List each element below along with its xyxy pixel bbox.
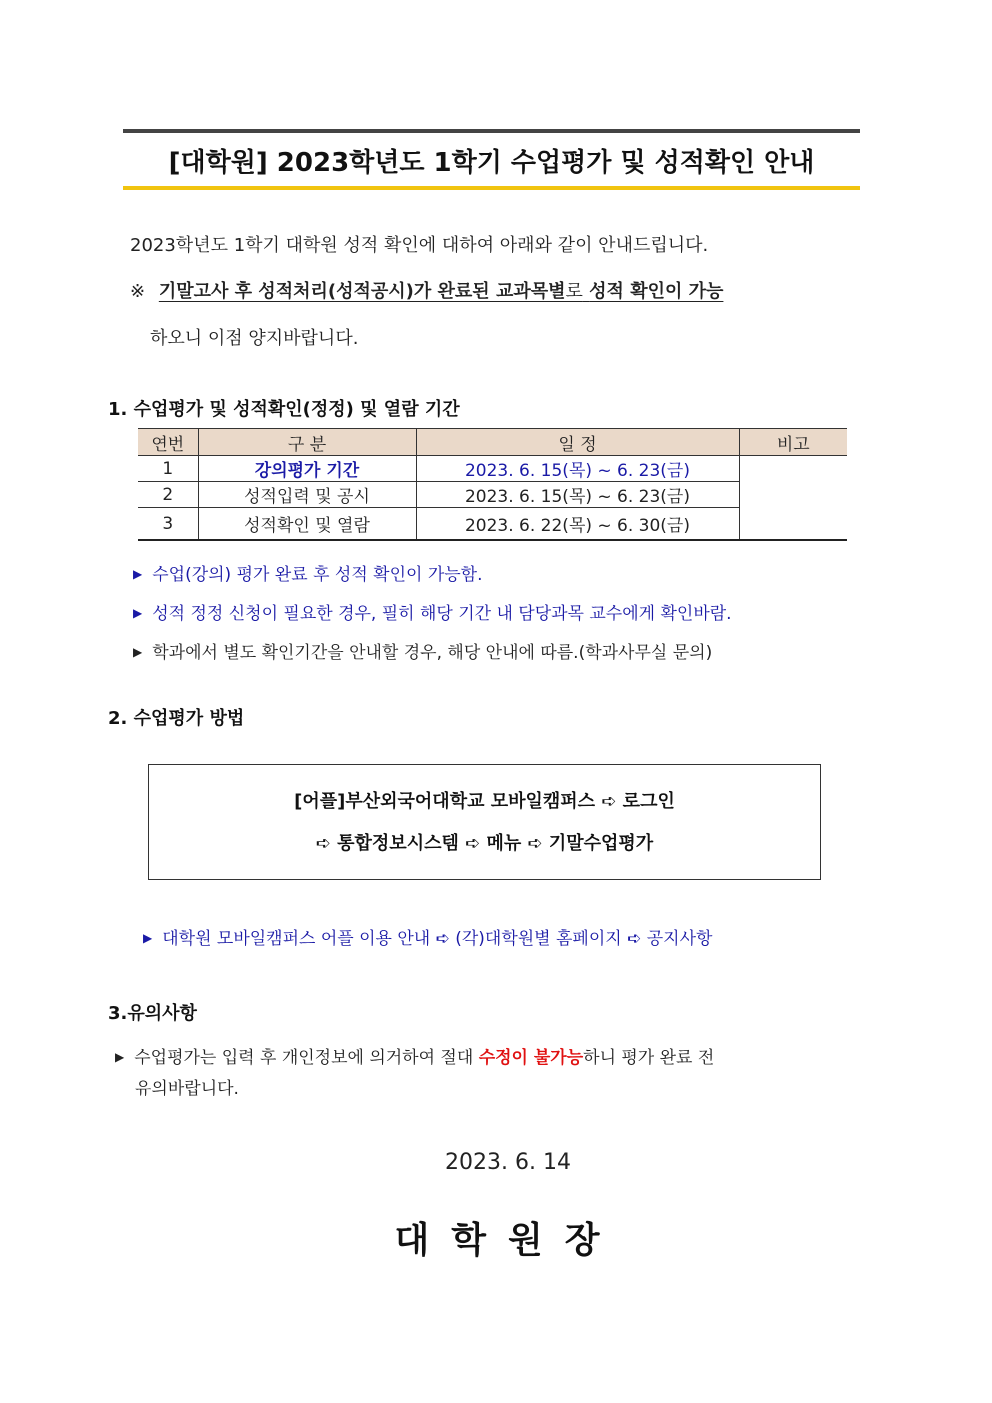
method-line-1: [어플]부산외국어대학교 모바일캠퍼스 ➪ 로그인	[294, 791, 675, 812]
row-schedule: 2023. 6. 15(목) ~ 6. 23(금)	[416, 482, 739, 508]
header-remark: 비고	[739, 429, 847, 456]
section3-heading: 3.유의사항	[108, 1003, 197, 1024]
row-schedule: 2023. 6. 15(목) ~ 6. 23(금)	[416, 456, 739, 482]
triangle-bullet-icon: ▶	[133, 606, 143, 620]
list-item-cont: 유의바랍니다.	[135, 1079, 239, 1099]
header-schedule: 일 정	[416, 429, 739, 456]
signature: 대학원장	[394, 1220, 622, 1261]
list-item: ▶ 대학원 모바일캠퍼스 어플 이용 안내 ➪ (각)대학원별 홈페이지 ➪ 공지사항	[143, 929, 713, 949]
warning-text: 수정이 불가능	[478, 1048, 584, 1068]
list-item: ▶ 성적 정정 신청이 필요한 경우, 필히 해당 기간 내 담당과목 교수에게 확인바람.	[133, 604, 732, 624]
intro-note-cont: 하오니 이점 양지바랍니다.	[150, 328, 359, 349]
section1-heading: 1. 수업평가 및 성적확인(정정) 및 열람 기간	[108, 399, 460, 420]
header-no: 연번	[138, 429, 198, 456]
row-category: 성적확인 및 열람	[198, 508, 416, 541]
row-schedule: 2023. 6. 22(목) ~ 6. 30(금)	[416, 508, 739, 541]
issue-date: 2023. 6. 14	[445, 1150, 571, 1175]
table-header-row	[138, 429, 847, 456]
schedule-table	[138, 428, 847, 541]
triangle-bullet-icon: ▶	[143, 931, 153, 945]
row-category: 성적입력 및 공시	[198, 482, 416, 508]
header-category: 구 분	[198, 429, 416, 456]
row-no: 2	[138, 482, 198, 508]
title-bottom-rule	[123, 186, 860, 190]
list-item: ▶ 수업평가는 입력 후 개인정보에 의거하여 절대 수정이 불가능하니 평가 완료 전	[115, 1048, 715, 1068]
section2-heading: 2. 수업평가 방법	[108, 708, 245, 729]
method-box	[148, 764, 821, 880]
title-top-rule	[123, 129, 860, 133]
triangle-bullet-icon: ▶	[133, 567, 143, 581]
triangle-bullet-icon: ▶	[133, 645, 143, 659]
row-category: 강의평가 기간	[198, 456, 416, 482]
method-line-2: ➪ 통합정보시스템 ➪ 메뉴 ➪ 기말수업평가	[315, 833, 654, 854]
intro-note	[130, 277, 723, 303]
triangle-bullet-icon: ▶	[115, 1050, 125, 1064]
intro-line: 2023학년도 1학기 대학원 성적 확인에 대하여 아래와 같이 안내드립니다.	[130, 235, 709, 256]
page-title: [대학원] 2023학년도 1학기 수업평가 및 성적확인 안내	[168, 148, 815, 178]
list-item: ▶ 학과에서 별도 확인기간을 안내할 경우, 해당 안내에 따름.(학과사무실 문의)	[133, 643, 713, 663]
note-emphasis-1: 기말고사 후 성적처리(성적공시)가 완료된 교과목별로 성적 확인이 가능	[158, 281, 724, 302]
table-row	[138, 456, 847, 482]
list-item: ▶ 수업(강의) 평가 완료 후 성적 확인이 가능함.	[133, 565, 483, 585]
note-mark: ※	[130, 281, 146, 302]
row-no: 1	[138, 456, 198, 482]
row-remark	[739, 456, 847, 541]
row-no: 3	[138, 508, 198, 541]
